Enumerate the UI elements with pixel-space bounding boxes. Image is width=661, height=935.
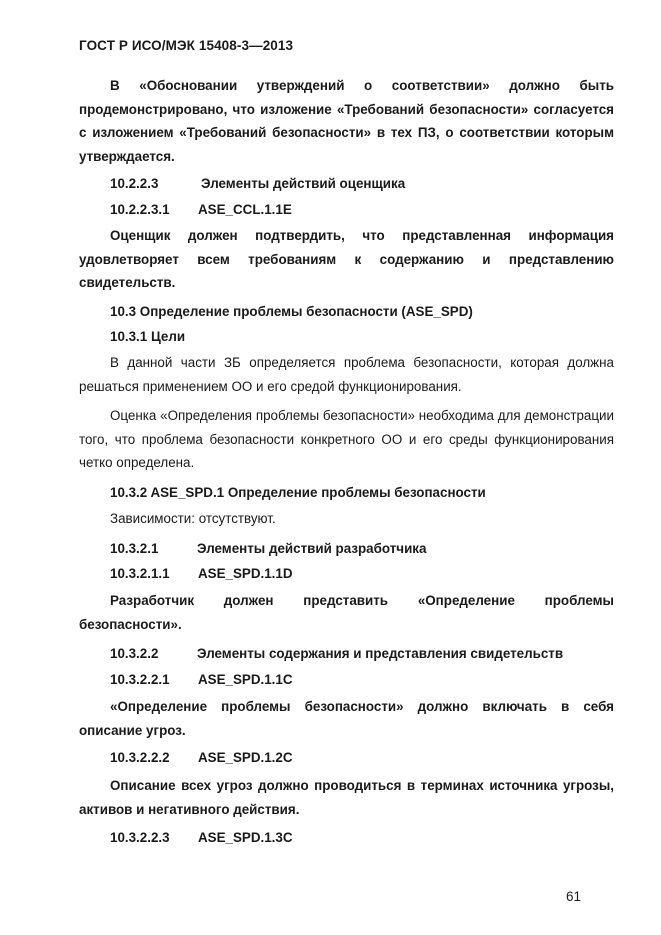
- section-title: Элементы содержания и представления свидетельств: [197, 646, 564, 661]
- section-number: 10.3.2.1.1: [110, 566, 170, 581]
- section-title: Элементы действий разработчика: [197, 541, 427, 556]
- section-number: 10.3.2.2: [110, 646, 159, 661]
- section-title: ASE_SPD.1.1C: [198, 672, 293, 687]
- section-number: 10.3.2.2.2: [110, 750, 170, 765]
- heading-10-3-2-2-1: [110, 672, 293, 687]
- paragraph-developer-provide: Разработчик должен представить «Определение проблемы безопасности».: [79, 593, 614, 632]
- heading-10-2-2-3-1: [110, 202, 292, 217]
- paragraph-threats-terms: Описание всех угроз должно проводиться в терминах источника угрозы, активов и негативного действия.: [79, 778, 614, 817]
- paragraph-dependencies: Зависимости: отсутствуют.: [110, 511, 276, 526]
- paragraph-conformance-rationale: В «Обосновании утверждений о соответствии» должно быть продемонстрировано, что изложение «Требований безопасности» согласуется с изложением «Требований безопасности» в тех ПЗ, о соответствии которым утверждается.: [79, 78, 614, 164]
- heading-10-3-2-1-1: [110, 566, 293, 581]
- section-number: 10.3.2.1: [110, 541, 159, 556]
- paragraph-threats-description: «Определение проблемы безопасности» должно включать в себя описание угроз.: [79, 699, 614, 738]
- heading-10-2-2-3: [110, 176, 405, 191]
- paragraph-objectives: В данной части ЗБ определяется проблема безопасности, которая должна решаться применением ОО и его средой функционирования.: [79, 355, 614, 394]
- heading-10-3-2-2: [110, 646, 563, 661]
- section-title: Элементы действий оценщика: [201, 176, 406, 191]
- section-title: ASE_SPD.1.2C: [198, 750, 293, 765]
- document-header: ГОСТ Р ИСО/МЭК 15408-3—2013: [79, 38, 294, 53]
- heading-10-3-2-2-2: [110, 750, 293, 765]
- heading-10-3-1: 10.3.1 Цели: [110, 329, 186, 344]
- section-title: ASE_SPD.1.3C: [198, 830, 293, 845]
- section-title: ASE_CCL.1.1E: [198, 202, 292, 217]
- section-number: 10.2.2.3: [110, 176, 159, 191]
- paragraph-evaluator-confirm: Оценщик должен подтвердить, что представленная информация удовлетворяет всем требованиям к содержанию и представлению свидетельств.: [79, 228, 614, 290]
- heading-10-3-2-2-3: [110, 830, 293, 845]
- heading-10-3-2: 10.3.2 ASE_SPD.1 Определение проблемы безопасности: [110, 485, 486, 500]
- page-number: 61: [566, 889, 582, 904]
- heading-10-3: 10.3 Определение проблемы безопасности (ASE_SPD): [110, 304, 473, 319]
- paragraph-evaluation: Оценка «Определения проблемы безопасности» необходима для демонстрации того, что проблема безопасности конкретного ОО и его среды функционирования четко определена.: [79, 408, 614, 470]
- heading-10-3-2-1: [110, 541, 426, 556]
- section-number: 10.3.2.2.3: [110, 830, 170, 845]
- section-number: 10.2.2.3.1: [110, 202, 170, 217]
- section-title: ASE_SPD.1.1D: [198, 566, 293, 581]
- section-number: 10.3.2.2.1: [110, 672, 170, 687]
